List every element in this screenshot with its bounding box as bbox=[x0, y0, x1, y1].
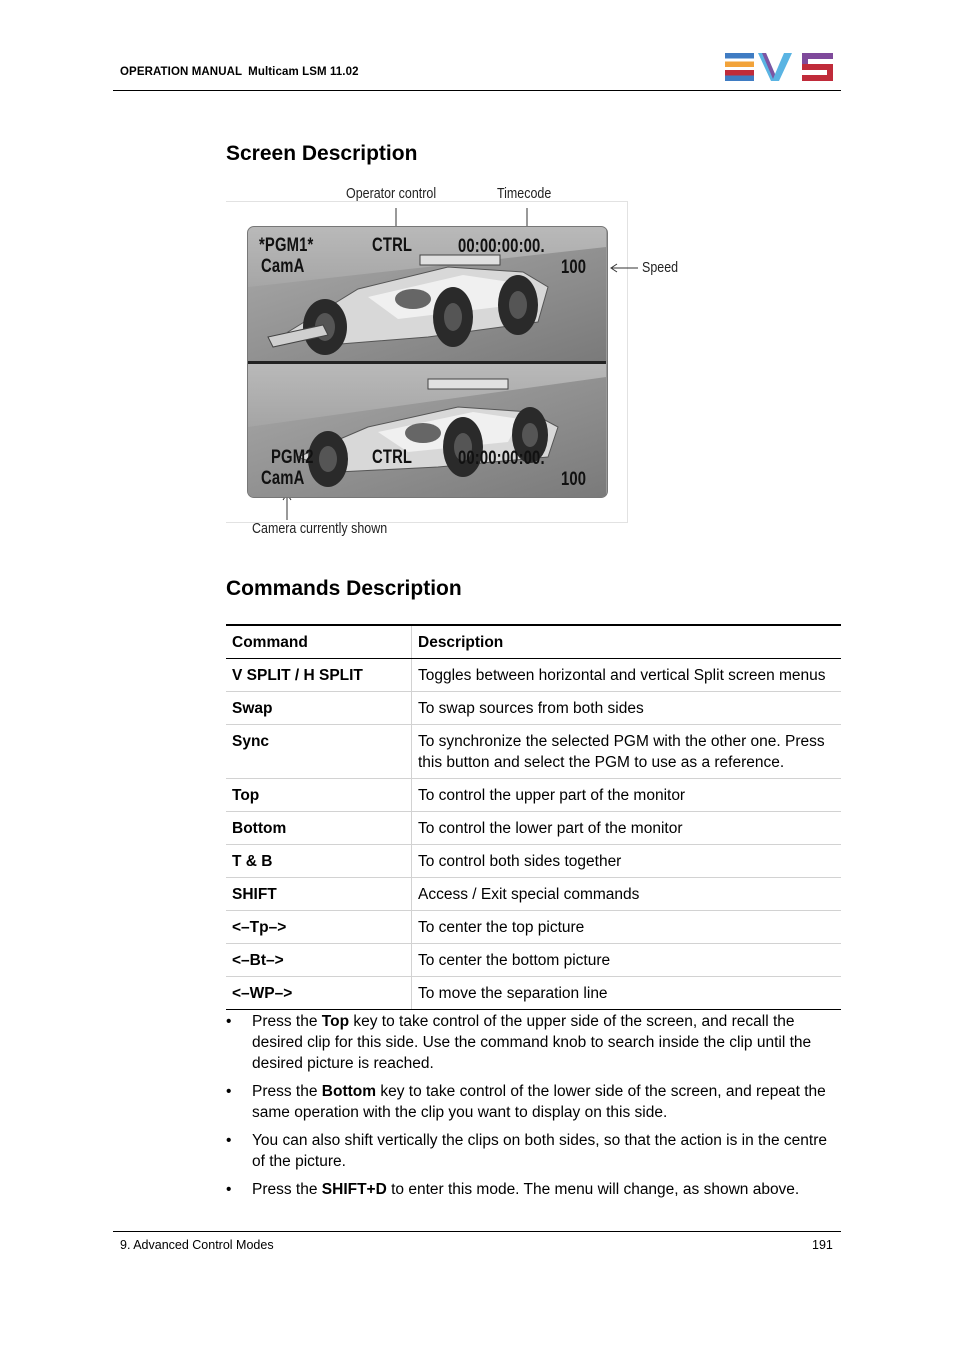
bottom-timecode: 00:00:00:00. bbox=[458, 448, 545, 469]
note-text: to enter this mode. The menu will change, as shown above. bbox=[386, 1181, 800, 1198]
list-item bbox=[226, 1081, 838, 1123]
table-row bbox=[226, 725, 841, 779]
list-item bbox=[226, 1130, 838, 1172]
description-cell: To move the separation line bbox=[412, 977, 842, 1010]
description-cell: To center the bottom picture bbox=[412, 944, 842, 977]
table-row bbox=[226, 944, 841, 977]
command-cell: Bottom bbox=[226, 812, 412, 845]
description-cell: To synchronize the selected PGM with the other one. Press this button and select the PGM to use as a reference. bbox=[412, 725, 842, 779]
callout-timecode: Timecode bbox=[497, 186, 552, 202]
note-text: Press the bbox=[252, 1013, 322, 1030]
table-row bbox=[226, 878, 841, 911]
note-keyword: SHIFT+D bbox=[321, 1181, 387, 1198]
note-text: key to take control of the lower side of the screen, and repeat the same operation with the clip you want to display on this side. bbox=[252, 1083, 826, 1121]
callout-speed: Speed bbox=[642, 260, 679, 276]
table-row bbox=[226, 692, 841, 725]
table-header-row bbox=[226, 625, 841, 659]
top-pgm-label: *PGM1* bbox=[259, 235, 314, 256]
column-header-description: Description bbox=[412, 625, 842, 659]
command-cell: Swap bbox=[226, 692, 412, 725]
note-text: You can also shift vertically the clips on both sides, so that the action is in the centre of the picture. bbox=[252, 1132, 827, 1170]
command-cell: V SPLIT / H SPLIT bbox=[226, 659, 412, 692]
note-text: Press the bbox=[252, 1083, 322, 1100]
note-keyword: Top bbox=[321, 1013, 350, 1030]
description-cell: To control the upper part of the monitor bbox=[412, 779, 842, 812]
top-ctrl-label: CTRL bbox=[372, 235, 413, 256]
bottom-ctrl-label: CTRL bbox=[372, 447, 413, 468]
description-cell: To control both sides together bbox=[412, 845, 842, 878]
table-row bbox=[226, 911, 841, 944]
note-text: key to take control of the upper side of the screen, and recall the desired clip for this side. Use the command knob to search inside the clip until the desired picture is reached. bbox=[252, 1013, 812, 1072]
footer-chapter: 9. Advanced Control Modes bbox=[120, 1238, 274, 1252]
commands-description-heading: Commands Description bbox=[226, 577, 462, 600]
command-cell: Sync bbox=[226, 725, 412, 779]
bottom-pgm-label: PGM2 bbox=[271, 447, 314, 468]
top-timecode: 00:00:00:00. bbox=[458, 236, 545, 257]
description-cell: To control the lower part of the monitor bbox=[412, 812, 842, 845]
footer-rule bbox=[113, 1231, 841, 1232]
notes-list bbox=[226, 1011, 838, 1207]
manual-title: OPERATION MANUAL bbox=[120, 66, 243, 78]
command-cell: Top bbox=[226, 779, 412, 812]
description-cell: Access / Exit special commands bbox=[412, 878, 842, 911]
bottom-speed: 100 bbox=[561, 469, 587, 490]
bottom-camera-label: CamA bbox=[261, 468, 305, 489]
column-header-command: Command bbox=[226, 625, 412, 659]
top-camera-label: CamA bbox=[261, 256, 305, 277]
table-row bbox=[226, 812, 841, 845]
table-row bbox=[226, 779, 841, 812]
description-cell: To swap sources from both sides bbox=[412, 692, 842, 725]
table-row bbox=[226, 977, 841, 1010]
description-cell: Toggles between horizontal and vertical Split screen menus bbox=[412, 659, 842, 692]
top-speed: 100 bbox=[561, 257, 587, 278]
callout-camera: Camera currently shown bbox=[252, 521, 388, 537]
command-cell: T & B bbox=[226, 845, 412, 878]
screen-description-heading: Screen Description bbox=[226, 142, 418, 165]
note-text: Press the bbox=[252, 1181, 322, 1198]
table-row bbox=[226, 845, 841, 878]
description-cell: To center the top picture bbox=[412, 911, 842, 944]
command-cell: <–Bt–> bbox=[226, 944, 412, 977]
product-name: Multicam LSM 11.02 bbox=[248, 66, 359, 78]
list-item bbox=[226, 1011, 838, 1074]
page-number: 191 bbox=[812, 1238, 833, 1252]
list-item bbox=[226, 1179, 838, 1200]
command-cell: <–Tp–> bbox=[226, 911, 412, 944]
command-cell: SHIFT bbox=[226, 878, 412, 911]
callout-operator-control: Operator control bbox=[346, 186, 437, 202]
command-cell: <–WP–> bbox=[226, 977, 412, 1010]
commands-table bbox=[226, 624, 841, 1010]
note-keyword: Bottom bbox=[321, 1083, 377, 1100]
table-row bbox=[226, 659, 841, 692]
